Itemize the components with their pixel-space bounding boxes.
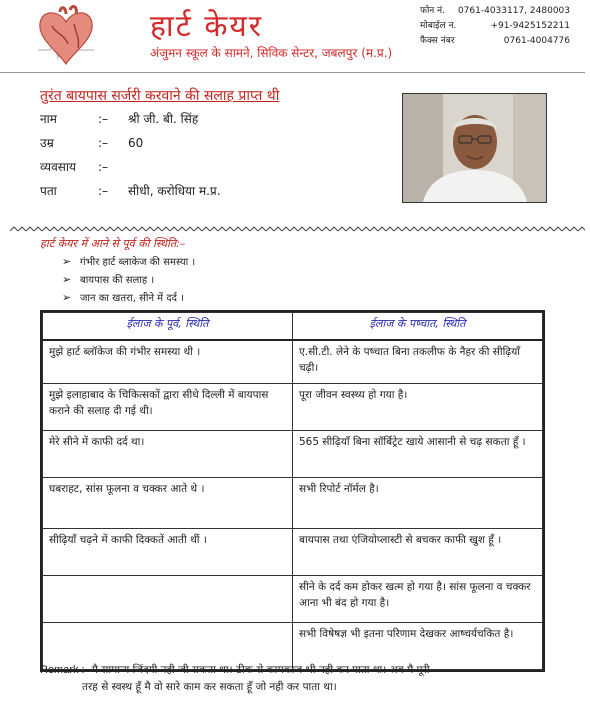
treatment-comparison-table [40, 310, 545, 672]
before-cell: मेरे सीने में काफी दर्द था। [43, 431, 293, 478]
arrow-icon: ➢ [62, 273, 72, 286]
fax-row [420, 34, 570, 49]
table-row [43, 340, 543, 384]
occupation-field [40, 158, 128, 175]
name-value: श्री जी. बी. सिंह [128, 112, 199, 126]
arrow-icon: ➢ [62, 291, 72, 304]
address-separator: :– [98, 184, 109, 198]
table-row [43, 576, 543, 623]
after-cell: बायपास तथा एंजियोप्लास्टी से बचकर काफी खुश हूँ । [293, 529, 543, 576]
address-field [40, 182, 221, 199]
remark-label: Remark :- [40, 664, 89, 676]
case-headline: तुरंत बायपास सर्जरी करवाने की सलाह प्राप्त थी [40, 88, 280, 104]
remark-text-2: तरह से स्वस्थ हूँ मै वो सारे काम कर सकता हूँ जो नही कर पाता था। [82, 681, 337, 693]
mobile-row [420, 19, 570, 34]
heart-logo [30, 4, 102, 70]
name-separator: :– [98, 112, 109, 126]
before-cell: मुझे हार्ट ब्लॉकेज की गंभीर समस्या थी । [43, 340, 293, 384]
contact-block [420, 4, 570, 49]
before-column-header: ईलाज के पूर्व, स्थिति [43, 313, 293, 341]
bullet-text: गंभीर हार्ट ब्लाकेज की समस्या । [80, 257, 196, 268]
remark-text-1: मै सामान्य जिंदगी नही जी सकता था। ठीक से कामकाज भी नही कर पाता था। अब मै पूरी [91, 664, 430, 676]
header-divider [0, 72, 585, 73]
patient-photo [402, 93, 547, 203]
mobile-value: +91-9425152211 [490, 21, 570, 31]
pre-treatment-heading: हार्ट केयर में आने से पूर्व की स्थिति:– [40, 237, 186, 250]
age-field [40, 134, 143, 151]
name-label: नाम [40, 112, 57, 126]
table-row [43, 431, 543, 478]
before-cell: मुझे इलाहाबाद के चिकित्सकों द्वारा सीधे दिल्ली में बायपास कराने की सलाह दी गई थी। [43, 384, 293, 431]
address-label: पता [40, 184, 57, 198]
brand-name: हार्ट केयर [150, 9, 264, 44]
table-header-row [43, 313, 543, 341]
occupation-separator: :– [98, 160, 109, 174]
table-row [43, 384, 543, 431]
table-row [43, 478, 543, 529]
condition-bullet [62, 254, 195, 268]
after-cell: सभी विषेषज्ञ भी इतना परिणाम देखकर आष्चर्यचकित है। [293, 623, 543, 670]
condition-bullet [62, 272, 154, 286]
age-label: उम्र [40, 136, 54, 150]
after-cell: पूरा जीवन स्वस्थ्य हो गया है। [293, 384, 543, 431]
before-cell: घबराहट, सांस फूलना व चक्कर आते थे । [43, 478, 293, 529]
table-row [43, 529, 543, 576]
after-column-header: ईलाज के पष्चात, स्थिति [293, 313, 543, 341]
age-separator: :– [98, 136, 109, 150]
age-value: 60 [128, 136, 144, 150]
before-cell: सीढ़ियॉं चढ़ने में काफी दिक्कतें आती थीं । [43, 529, 293, 576]
occupation-label: व्यवसाय [40, 160, 76, 174]
address-value: सीधी, करोधिया म.प्र. [128, 184, 221, 198]
remark-block [40, 662, 560, 696]
phone-label: फोन नं. [420, 6, 445, 16]
after-cell: सभी रिपोर्ट नॉर्मल है। [293, 478, 543, 529]
bullet-text: बायपास की सलाह । [80, 275, 155, 286]
condition-bullet [62, 290, 184, 304]
bullet-text: जान का खतरा, सीने में दर्द । [80, 293, 184, 304]
section-divider [10, 217, 585, 223]
arrow-icon: ➢ [62, 255, 72, 268]
after-cell: 565 सीढ़ियॉं बिना सॉर्बिट्रेट खाये आसानी से चढ़ सकता हूँ । [293, 431, 543, 478]
mobile-label: मोबाईल न. [420, 21, 457, 31]
phone-row [420, 4, 570, 19]
remark-line-1 [40, 662, 560, 679]
before-cell [43, 576, 293, 623]
after-cell: सीने के दर्द कम होकर खत्म हो गया है। सांस फूलना व चक्कर आना भी बंद हो गया है। [293, 576, 543, 623]
after-cell: ए.सी.टी. लेने के पष्चात बिना तकलीफ के नैहर की सीढ़ियॉं चढ़ी। [293, 340, 543, 384]
fax-label: फैक्स नंबर [420, 36, 455, 46]
phone-value: 0761-4033117, 2480003 [457, 6, 570, 16]
fax-value: 0761-4004776 [503, 36, 570, 46]
name-field [40, 110, 198, 127]
clinic-address: अंजुमन स्कूल के सामने, सिविक सेन्टर, जबलपुर (म.प्र.) [150, 46, 393, 60]
